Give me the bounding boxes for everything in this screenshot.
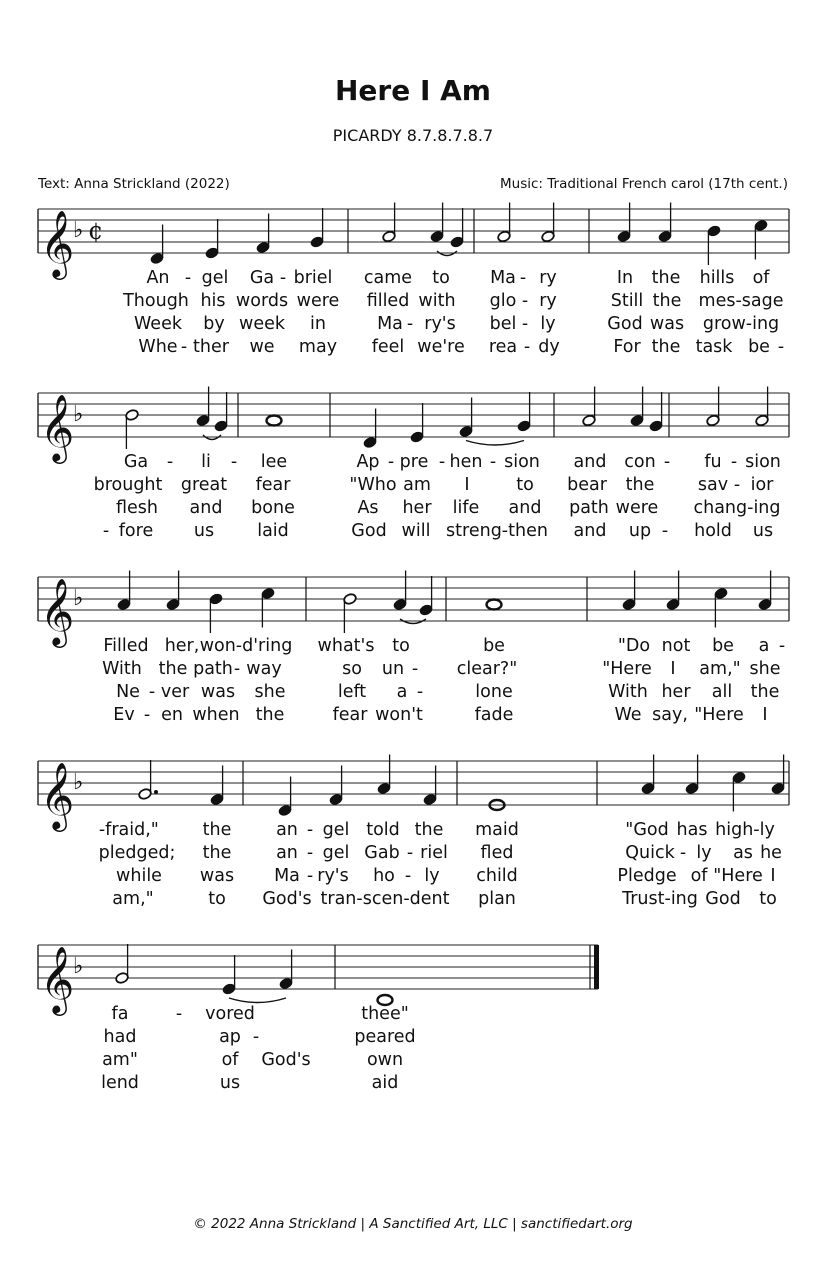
lyric-syllable: ry's bbox=[317, 866, 349, 886]
lyric-syllable: clear?" bbox=[456, 659, 518, 679]
lyric-syllable: - bbox=[143, 705, 151, 725]
lyric-syllable: ly bbox=[696, 843, 712, 863]
lyric-syllable: when bbox=[192, 705, 240, 725]
lyric-syllable: - bbox=[489, 452, 497, 472]
lyric-syllable: ver bbox=[160, 682, 190, 702]
key-flat: ♭ bbox=[73, 402, 84, 427]
lyric-syllable: fa bbox=[111, 1004, 129, 1024]
lyric-syllable: and bbox=[573, 452, 607, 472]
lyric-syllable: li bbox=[201, 452, 211, 472]
lyric-syllable: the bbox=[202, 820, 232, 840]
treble-clef: 𝄞 bbox=[40, 945, 75, 1013]
lyric-syllable: vored bbox=[205, 1004, 255, 1024]
lyric-syllable: left bbox=[337, 682, 367, 702]
lyric-syllable: en bbox=[161, 705, 183, 725]
lyric-syllable: of bbox=[752, 268, 770, 288]
lyric-syllable: Ma bbox=[274, 866, 300, 886]
lyric-syllable: sav bbox=[697, 475, 729, 495]
lyric-syllable: hills bbox=[699, 268, 735, 288]
lyric-syllable: not bbox=[661, 636, 691, 656]
lyric-syllable: the bbox=[750, 682, 780, 702]
lyric-syllable: - bbox=[306, 820, 314, 840]
lyric-syllable: con bbox=[624, 452, 656, 472]
lyric-syllable: mes-sage bbox=[698, 291, 784, 311]
lyric-syllable: God bbox=[607, 314, 643, 334]
lyric-syllable: ly bbox=[540, 314, 556, 334]
lyric-syllable: words bbox=[235, 291, 289, 311]
lyric-syllable: fear bbox=[255, 475, 291, 495]
lyric-syllable: - bbox=[98, 820, 106, 840]
lyric-syllable: - bbox=[416, 682, 424, 702]
lyric-syllable: told bbox=[366, 820, 400, 840]
lyric-syllable: For bbox=[613, 337, 641, 357]
lyric-syllable: - bbox=[523, 337, 531, 357]
lyric-syllable: way bbox=[246, 659, 282, 679]
lyric-syllable: I bbox=[464, 475, 470, 495]
lyric-syllable: to bbox=[208, 889, 226, 909]
lyric-syllable: maid bbox=[475, 820, 519, 840]
lyric-syllable: An bbox=[146, 268, 170, 288]
lyric-syllable: "Here bbox=[602, 659, 652, 679]
lyric-syllable: "Who bbox=[349, 475, 397, 495]
lyric-syllable: In bbox=[616, 268, 634, 288]
lyric-syllable: peared bbox=[354, 1027, 416, 1047]
lyric-syllable: With bbox=[102, 659, 142, 679]
lyric-syllable: week bbox=[239, 314, 285, 334]
lyric-syllable: won't bbox=[375, 705, 423, 725]
lyric-syllable: ry's bbox=[424, 314, 456, 334]
lyric-syllable: ap bbox=[219, 1027, 241, 1047]
lyric-syllable: Pledge bbox=[617, 866, 677, 886]
lyric-syllable: Still bbox=[610, 291, 644, 311]
lyric-syllable: Quick bbox=[625, 843, 675, 863]
lyric-syllable: With bbox=[608, 682, 648, 702]
copyright-footer: © 2022 Anna Strickland | A Sanctified Art, LLC | sanctifiedart.org bbox=[193, 1216, 633, 1232]
lyric-syllable: lend bbox=[101, 1073, 139, 1093]
lyric-syllable: he bbox=[760, 843, 782, 863]
lyric-syllable: - bbox=[175, 1004, 183, 1024]
lyric-syllable: ly bbox=[424, 866, 440, 886]
lyric-syllable: will bbox=[401, 521, 431, 541]
lyric-syllable: am," bbox=[112, 889, 154, 909]
treble-clef: 𝄞 bbox=[40, 761, 75, 829]
lyric-syllable: fear bbox=[332, 705, 368, 725]
lyric-syllable: path bbox=[569, 498, 609, 518]
lyric-syllable: - bbox=[184, 268, 192, 288]
lyric-syllable: we're bbox=[417, 337, 465, 357]
lyric-syllable: ry bbox=[539, 268, 557, 288]
music-credit: Music: Traditional French carol (17th cent.) bbox=[500, 176, 788, 192]
lyric-syllable: own bbox=[366, 1050, 404, 1070]
lyric-syllable: - bbox=[148, 682, 156, 702]
lyric-syllable: - bbox=[404, 866, 412, 886]
lyric-syllable: glo bbox=[489, 291, 517, 311]
lyric-syllable: so bbox=[342, 659, 362, 679]
whole-note bbox=[267, 416, 282, 426]
lyric-syllable: by bbox=[203, 314, 225, 334]
slur bbox=[466, 441, 524, 446]
lyric-syllable: hen bbox=[449, 452, 483, 472]
lyric-syllable: while bbox=[116, 866, 162, 886]
lyric-syllable: the bbox=[652, 291, 682, 311]
lyric-syllable: up bbox=[628, 521, 652, 541]
lyric-syllable: laid bbox=[257, 521, 289, 541]
lyric-syllable: and bbox=[573, 521, 607, 541]
lyric-syllable: child bbox=[476, 866, 518, 886]
lyric-syllable: bear bbox=[567, 475, 607, 495]
lyric-syllable: - bbox=[406, 843, 414, 863]
lyric-syllable: with bbox=[418, 291, 456, 311]
lyric-syllable: us bbox=[193, 521, 215, 541]
lyric-syllable: ry bbox=[539, 291, 557, 311]
lyric-syllable: sion bbox=[504, 452, 540, 472]
lyric-syllable: am bbox=[403, 475, 431, 495]
lyric-syllable: gel bbox=[322, 843, 350, 863]
lyric-syllable: and bbox=[189, 498, 223, 518]
lyric-syllable: riel bbox=[420, 843, 448, 863]
lyric-syllable: un bbox=[381, 659, 405, 679]
lyric-syllable: and bbox=[508, 498, 542, 518]
lyric-syllable: - bbox=[730, 452, 738, 472]
lyric-syllable: pledged; bbox=[98, 843, 176, 863]
lyric-syllable: - bbox=[521, 314, 529, 334]
lyric-syllable: of bbox=[690, 866, 708, 886]
lyric-syllable: us bbox=[752, 521, 774, 541]
lyric-syllable: streng-then bbox=[446, 521, 548, 541]
lyric-syllable: was bbox=[649, 314, 685, 334]
lyric-syllable: Ma bbox=[377, 314, 403, 334]
lyric-syllable: gel bbox=[201, 268, 229, 288]
lyric-syllable: - bbox=[166, 452, 174, 472]
lyric-syllable: bel bbox=[489, 314, 517, 334]
lyric-syllable: the bbox=[255, 705, 285, 725]
lyric-syllable: I bbox=[770, 866, 776, 886]
lyric-syllable: she bbox=[749, 659, 781, 679]
lyric-syllable: Ap bbox=[356, 452, 380, 472]
key-flat: ♭ bbox=[73, 586, 84, 611]
cut-time: ¢ bbox=[88, 217, 104, 245]
lyric-syllable: We bbox=[614, 705, 642, 725]
lyric-syllable: ho bbox=[373, 866, 395, 886]
lyric-syllable: sion bbox=[745, 452, 781, 472]
lyric-syllable: be bbox=[712, 636, 734, 656]
lyric-syllable: "Here bbox=[694, 705, 744, 725]
lyric-syllable: fade bbox=[474, 705, 514, 725]
lyric-syllable: - bbox=[519, 268, 527, 288]
treble-clef: 𝄞 bbox=[40, 209, 75, 277]
lyric-syllable: Ga bbox=[123, 452, 149, 472]
lyric-syllable: feel bbox=[371, 337, 405, 357]
lyric-syllable: ther bbox=[193, 337, 229, 357]
lyric-syllable: bone bbox=[251, 498, 295, 518]
lyric-syllable: say, bbox=[652, 705, 688, 725]
lyric-syllable: lee bbox=[260, 452, 288, 472]
lyric-syllable: fore bbox=[118, 521, 154, 541]
lyric-syllable: came bbox=[363, 268, 413, 288]
lyric-syllable: has bbox=[676, 820, 708, 840]
final-barline bbox=[594, 945, 599, 989]
lyric-syllable: thee" bbox=[361, 1004, 409, 1024]
lyric-syllable: fu bbox=[704, 452, 722, 472]
lyric-syllable: - bbox=[663, 452, 671, 472]
lyric-syllable: briel bbox=[293, 268, 333, 288]
lyric-syllable: - bbox=[411, 659, 419, 679]
lyric-syllable: may bbox=[298, 337, 338, 357]
lyric-syllable: - bbox=[387, 452, 395, 472]
lyric-syllable: I bbox=[762, 705, 768, 725]
lyric-syllable: am," bbox=[699, 659, 741, 679]
lyric-syllable: had bbox=[103, 1027, 137, 1047]
lyric-syllable: all bbox=[711, 682, 733, 702]
lyric-syllable: fled bbox=[480, 843, 514, 863]
lyric-syllable: - bbox=[661, 521, 669, 541]
tune-name: PICARDY 8.7.8.7.8.7 bbox=[332, 126, 494, 145]
lyric-syllable: to bbox=[392, 636, 410, 656]
lyric-syllable: brought bbox=[93, 475, 163, 495]
lyric-syllable: I bbox=[670, 659, 676, 679]
lyric-syllable: what's bbox=[317, 636, 375, 656]
lyric-syllable: flesh bbox=[116, 498, 158, 518]
lyric-syllable: - bbox=[306, 866, 314, 886]
lyric-syllable: lone bbox=[475, 682, 513, 702]
lyric-syllable: - bbox=[180, 337, 188, 357]
key-flat: ♭ bbox=[73, 218, 84, 243]
lyric-syllable: her, bbox=[164, 636, 200, 656]
lyric-syllable: aid bbox=[371, 1073, 399, 1093]
lyric-syllable: a bbox=[758, 636, 770, 656]
lyric-syllable: tran-scen-dent bbox=[320, 889, 450, 909]
lyric-syllable: - bbox=[438, 452, 446, 472]
lyric-syllable: us bbox=[219, 1073, 241, 1093]
treble-clef: 𝄞 bbox=[40, 393, 75, 461]
lyric-syllable: - bbox=[306, 843, 314, 863]
slur bbox=[229, 998, 286, 1003]
lyric-syllable: hold bbox=[694, 521, 732, 541]
lyric-syllable: the bbox=[158, 659, 188, 679]
lyric-syllable: an bbox=[276, 820, 298, 840]
lyric-syllable: - bbox=[233, 659, 241, 679]
lyric-syllable: "Here bbox=[713, 866, 763, 886]
whole-note bbox=[487, 600, 502, 610]
lyric-syllable: the bbox=[651, 337, 681, 357]
lyric-syllable: - bbox=[778, 636, 786, 656]
lyric-syllable: be bbox=[748, 337, 770, 357]
treble-clef: 𝄞 bbox=[40, 577, 75, 645]
lyric-syllable: task bbox=[695, 337, 733, 357]
lyric-syllable: chang-ing bbox=[693, 498, 781, 518]
lyric-syllable: an bbox=[276, 843, 298, 863]
lyric-syllable: rea bbox=[488, 337, 518, 357]
lyric-syllable: of bbox=[221, 1050, 239, 1070]
lyric-syllable: God's bbox=[262, 889, 312, 909]
lyric-syllable: plan bbox=[478, 889, 516, 909]
lyric-syllable: high-ly bbox=[715, 820, 775, 840]
lyric-syllable: - bbox=[733, 475, 741, 495]
lyric-syllable: Ga bbox=[249, 268, 275, 288]
lyric-syllable: - bbox=[406, 314, 414, 334]
lyric-syllable: was bbox=[200, 682, 236, 702]
augmentation-dot bbox=[154, 790, 158, 794]
lyric-syllable: - bbox=[521, 291, 529, 311]
lyric-syllable: to bbox=[516, 475, 534, 495]
lyric-syllable: were bbox=[615, 498, 659, 518]
lyric-syllable: - bbox=[777, 337, 785, 357]
hymn-title: Here I Am bbox=[335, 74, 491, 107]
lyric-syllable: the bbox=[202, 843, 232, 863]
key-flat: ♭ bbox=[73, 954, 84, 979]
lyric-syllable: "Do bbox=[617, 636, 651, 656]
lyric-syllable: her bbox=[402, 498, 432, 518]
lyric-syllable: fraid," bbox=[105, 820, 159, 840]
lyric-syllable: Whe bbox=[138, 337, 178, 357]
lyric-syllable: - bbox=[279, 268, 287, 288]
lyric-syllable: the bbox=[625, 475, 655, 495]
lyric-syllable: Trust-ing bbox=[622, 889, 698, 909]
lyric-syllable: - bbox=[252, 1027, 260, 1047]
lyric-syllable: "God bbox=[625, 820, 669, 840]
lyric-syllable: path bbox=[193, 659, 233, 679]
lyric-syllable: am" bbox=[102, 1050, 138, 1070]
lyric-syllable: Filled bbox=[103, 636, 149, 656]
lyric-syllable: won-d'ring bbox=[199, 636, 293, 656]
lyric-syllable: were bbox=[296, 291, 340, 311]
lyric-syllable: she bbox=[254, 682, 286, 702]
lyric-syllable: grow-ing bbox=[702, 314, 780, 334]
lyric-syllable: to bbox=[759, 889, 777, 909]
lyric-syllable: dy bbox=[538, 337, 560, 357]
lyric-syllable: Gab bbox=[364, 843, 400, 863]
lyric-syllable: As bbox=[357, 498, 379, 518]
lyric-syllable: in bbox=[310, 314, 326, 334]
lyric-syllable: the bbox=[414, 820, 444, 840]
lyric-syllable: Ne bbox=[116, 682, 140, 702]
lyric-syllable: - bbox=[679, 843, 687, 863]
lyric-syllable: life bbox=[452, 498, 480, 518]
lyric-syllable: - bbox=[230, 452, 238, 472]
lyric-syllable: ior bbox=[750, 475, 774, 495]
lyric-syllable: Though bbox=[123, 291, 189, 311]
lyric-syllable: Ma bbox=[490, 268, 516, 288]
key-flat: ♭ bbox=[73, 770, 84, 795]
lyric-syllable: filled bbox=[366, 291, 410, 311]
lyric-syllable: be bbox=[483, 636, 505, 656]
lyric-syllable: gel bbox=[322, 820, 350, 840]
lyric-syllable: God's bbox=[261, 1050, 311, 1070]
lyric-syllable: his bbox=[200, 291, 226, 311]
lyric-syllable: pre bbox=[399, 452, 429, 472]
lyric-syllable: a bbox=[396, 682, 408, 702]
lyric-syllable: was bbox=[199, 866, 235, 886]
lyric-syllable: her bbox=[661, 682, 691, 702]
lyric-syllable: great bbox=[180, 475, 228, 495]
lyric-syllable: we bbox=[249, 337, 275, 357]
text-credit: Text: Anna Strickland (2022) bbox=[38, 176, 230, 192]
lyric-syllable: Ev bbox=[113, 705, 135, 725]
lyric-syllable: God bbox=[705, 889, 741, 909]
lyric-syllable: Week bbox=[134, 314, 182, 334]
lyric-syllable: the bbox=[651, 268, 681, 288]
lyric-syllable: to bbox=[432, 268, 450, 288]
lyric-syllable: - bbox=[102, 521, 110, 541]
lyric-syllable: God bbox=[351, 521, 387, 541]
lyric-syllable: as bbox=[733, 843, 753, 863]
